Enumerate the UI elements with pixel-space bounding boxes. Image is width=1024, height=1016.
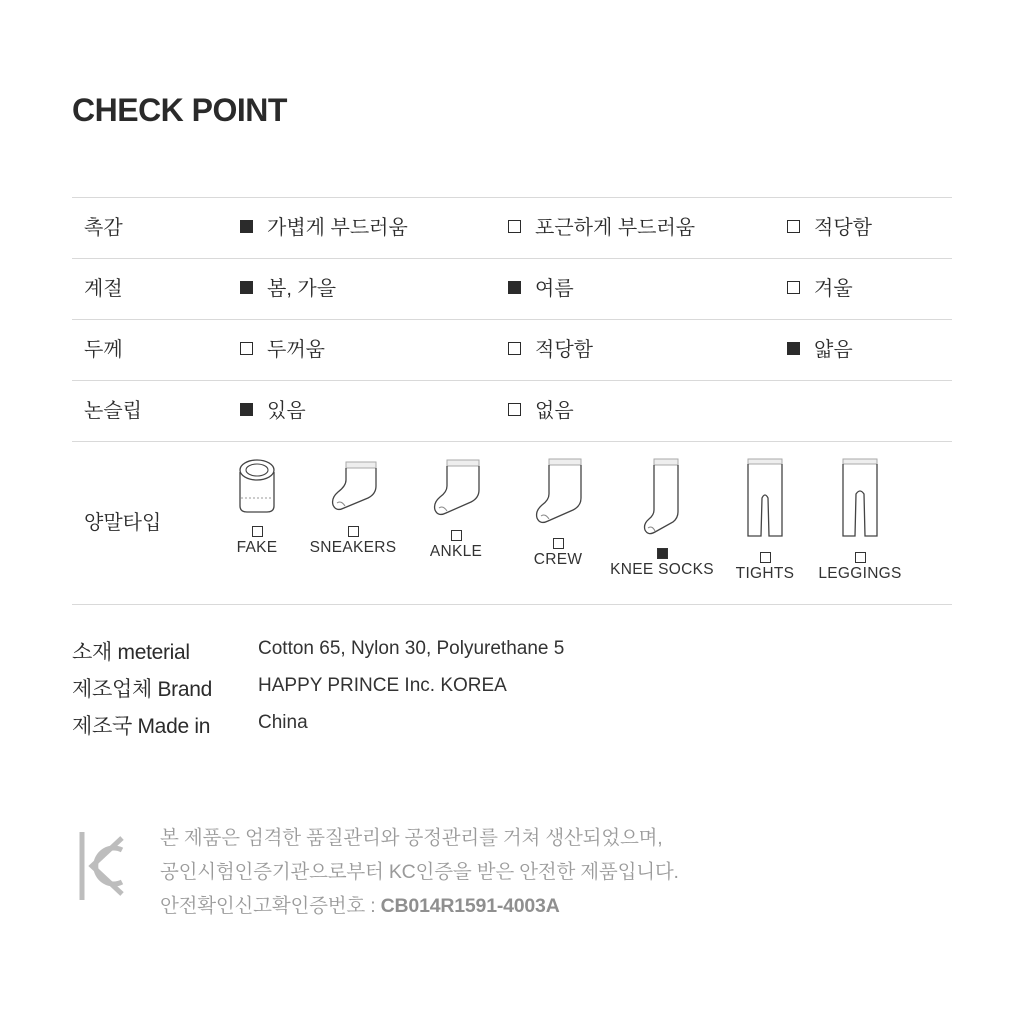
info-key: 제조국 Made in (72, 715, 211, 738)
cert-number-label: 안전확인신고확인증번호 : (160, 895, 381, 917)
info-value: Cotton 65, Nylon 30, Polyurethane 5 (258, 638, 565, 659)
info-value: China (258, 712, 308, 733)
option-label: 적당함 (814, 217, 872, 239)
row-label: 두께 (84, 339, 123, 361)
row-thickness (72, 320, 952, 380)
sock-type-sneakers (298, 458, 408, 557)
cert-number: CB014R1591-4003A (380, 895, 560, 917)
option (787, 320, 853, 380)
checkbox-unchecked (508, 342, 521, 355)
certification-notice (160, 821, 679, 923)
checkbox-checked (508, 281, 521, 294)
option (240, 259, 336, 319)
option (508, 320, 593, 380)
row-label: 계절 (84, 278, 123, 300)
sock-type-tights (710, 458, 820, 583)
divider (72, 604, 952, 605)
checkbox-unchecked (508, 220, 521, 233)
row-label: 논슬립 (84, 400, 142, 422)
option-label: 적당함 (535, 339, 593, 361)
cert-line: 본 제품은 엄격한 품질관리와 공정관리를 거쳐 생산되었으며, (160, 827, 663, 849)
cert-line: 공인시험인증기관으로부터 KC인증을 받은 안전한 제품입니다. (160, 861, 679, 883)
info-key: 제조업체 Brand (72, 678, 213, 701)
option-label: 없음 (535, 400, 574, 422)
check-point-table (72, 197, 952, 605)
cert-number-line (160, 889, 679, 923)
checkbox-unchecked (553, 538, 564, 549)
knee-sock-icon (642, 458, 682, 536)
checkbox-unchecked (348, 526, 359, 537)
crew-sock-icon (533, 458, 583, 526)
row-texture (72, 198, 952, 258)
checkbox-unchecked (240, 342, 253, 355)
checkbox-unchecked (451, 530, 462, 541)
option (508, 198, 695, 258)
option-label: 얇음 (814, 339, 853, 361)
checkbox-checked (240, 403, 253, 416)
row-label: 촉감 (84, 217, 123, 239)
checkbox-unchecked (787, 281, 800, 294)
checkbox-checked (787, 342, 800, 355)
checkbox-unchecked (787, 220, 800, 233)
sneakers-sock-icon (328, 458, 378, 514)
option (508, 259, 574, 319)
checkbox-unchecked (252, 526, 263, 537)
sock-type-label: SNEAKERS (309, 539, 397, 556)
sock-type-fake (202, 458, 312, 557)
row-season (72, 259, 952, 319)
sock-type-label: CREW (533, 551, 583, 568)
ankle-sock-icon (431, 458, 481, 518)
option-label: 있음 (267, 400, 306, 422)
sock-type-leggings (805, 458, 915, 583)
sock-type-ankle (401, 458, 511, 561)
leggings-icon (840, 458, 880, 540)
option (787, 259, 853, 319)
checkbox-unchecked (855, 552, 866, 563)
row-label: 양말타입 (84, 512, 162, 534)
option (240, 320, 325, 380)
option (240, 381, 306, 441)
sock-type-label: LEGGINGS (818, 565, 902, 582)
info-key: 소재 meterial (72, 641, 190, 664)
option (240, 198, 408, 258)
checkbox-unchecked (508, 403, 521, 416)
option (508, 381, 574, 441)
info-value: HAPPY PRINCE Inc. KOREA (258, 675, 507, 696)
sock-type-label: FAKE (236, 539, 278, 556)
tights-icon (745, 458, 785, 540)
option (787, 198, 872, 258)
page-title: CHECK POINT (72, 92, 287, 128)
checkbox-unchecked (760, 552, 771, 563)
option-label: 두꺼움 (267, 339, 325, 361)
option-label: 봄, 가을 (267, 278, 337, 300)
sock-type-label: TIGHTS (735, 565, 795, 582)
option-label: 가볍게 부드러움 (267, 217, 408, 239)
checkbox-checked (240, 281, 253, 294)
kc-mark-icon (78, 828, 126, 909)
checkbox-checked (240, 220, 253, 233)
row-nonslip (72, 381, 952, 441)
option-label: 여름 (535, 278, 574, 300)
fake-sock-icon (237, 458, 277, 514)
sock-type-knee-socks (607, 458, 717, 579)
option-label: 포근하게 부드러움 (535, 217, 696, 239)
checkbox-checked (657, 548, 668, 559)
row-sock-type (72, 442, 952, 604)
sock-type-label: ANKLE (429, 543, 483, 560)
option-label: 겨울 (814, 278, 853, 300)
sock-type-crew (503, 458, 613, 569)
sock-type-label: KNEE SOCKS (610, 561, 714, 578)
